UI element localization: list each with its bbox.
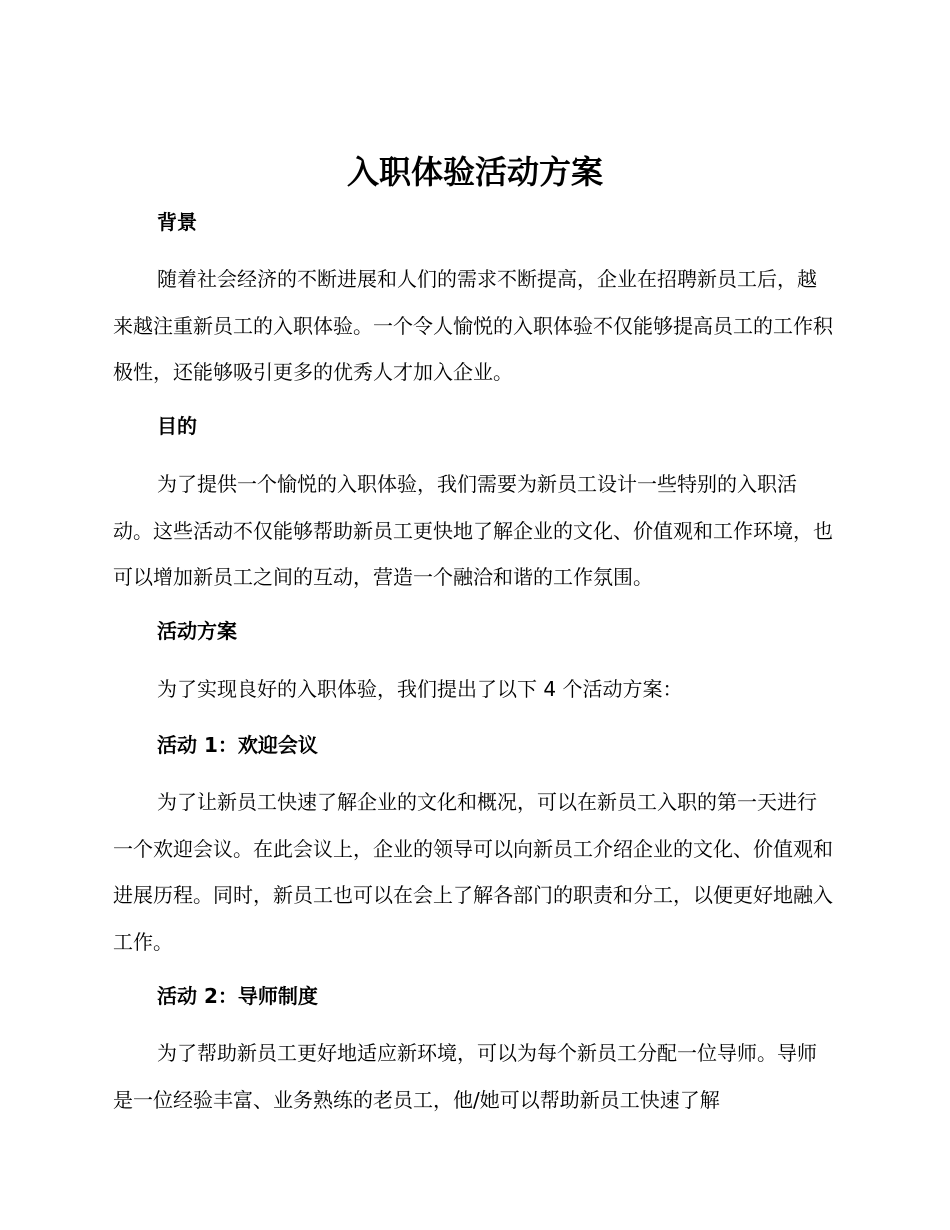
paragraph-plan-intro: 为了实现良好的入职体验，我们提出了以下 4 个活动方案： <box>157 677 683 701</box>
document-title: 入职体验活动方案 <box>346 153 603 191</box>
paragraph-activity-1: 为了让新员工快速了解企业的文化和概况，可以在新员工入职的第一天进行一个欢迎会议。在此会议上，企业的领导可以向新员工介绍企业的文化、价值观和进展历程。同时，新员工也可以在会上了解各部门的职责和分工，以便更好地融入工作。 <box>113 790 833 954</box>
section-heading-activity-1: 活动 1：欢迎会议 <box>157 733 318 757</box>
section-heading-activity-2: 活动 2：导师制度 <box>157 984 318 1008</box>
paragraph-activity-2: 为了帮助新员工更好地适应新环境，可以为每个新员工分配一位导师。导师是一位经验丰富、业务熟练的老员工，他/她可以帮助新员工快速了解 <box>113 1041 817 1112</box>
section-heading-background: 背景 <box>157 210 197 234</box>
paragraph-purpose: 为了提供一个愉悦的入职体验，我们需要为新员工设计一些特别的入职活动。这些活动不仅能够帮助新员工更快地了解企业的文化、价值观和工作环境，也可以增加新员工之间的互动，营造一个融洽和谐的工作氛围。 <box>113 472 833 589</box>
section-heading-purpose: 目的 <box>157 414 197 438</box>
section-heading-plan: 活动方案 <box>157 619 237 643</box>
paragraph-background: 随着社会经济的不断进展和人们的需求不断提高，企业在招聘新员工后，越来越注重新员工的入职体验。一个令人愉悦的入职体验不仅能够提高员工的工作积极性，还能够吸引更多的优秀人才加入企业。 <box>113 267 833 384</box>
